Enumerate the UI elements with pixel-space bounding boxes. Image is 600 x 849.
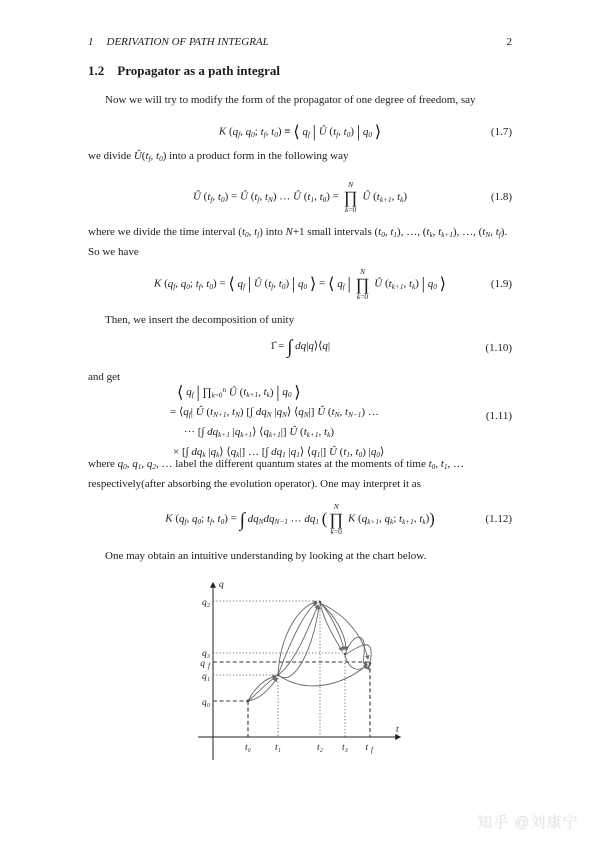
figure-label-t1: t₁ <box>275 743 281 753</box>
equation-1-8-math: Û ($t_f$, $t_0$) = Û ($t_f$, $t_N$) … Û ($t_1$, $t_0$) = N ∏ k=0 Û ($t_{k+1}$, $t_k$) <box>192 180 408 214</box>
paragraph-and-get: and get <box>88 371 121 383</box>
equation-1-11-line-3: ··· [∫ $dq_{k+1}$ $|q_{k+1}⟩$ $⟨q_{k+1}|$] Û ($t_{k+1}$, $t_k$) <box>184 426 334 440</box>
equation-1-11-number: (1.11) <box>485 410 512 422</box>
equation-1-12 <box>88 496 512 542</box>
figure-guide-lines-dashed <box>213 662 370 737</box>
figure-label-tf-sub: f <box>371 746 373 754</box>
paragraph-divide: we divide $Û(t_f$, $t_0$) into a product form in the following way <box>88 150 349 164</box>
paragraph-intervals-line-2: So we have <box>88 245 139 258</box>
figure-path-bundle <box>248 602 371 701</box>
figure-label-t3: t₃ <box>342 743 348 753</box>
equation-1-7-math: K ($q_f$, $q_0$; $t_f$, $t_0$) ≡ ⟨ $q_f$ | Û ($t_f$, $t_0$) | $q_0$ ⟩ <box>218 122 382 141</box>
paragraph-states-line-2: respectively(after absorbing the evolution operator). One may interpret it as <box>88 477 421 490</box>
running-head-title: DERIVATION OF PATH INTEGRAL <box>106 36 269 48</box>
figure-nodes <box>247 601 372 703</box>
equation-1-8 <box>88 174 512 220</box>
section-heading <box>88 63 512 79</box>
running-head-section-number: 1 <box>88 36 94 48</box>
figure-label-tf: t <box>365 743 368 753</box>
page-header <box>88 36 512 48</box>
equation-1-7-number: (1.7) <box>490 126 512 138</box>
page-number: 2 <box>506 36 512 48</box>
equation-1-12-math: K ($q_f$, $q_0$; $t_f$, $t_0$) = ∫ $dq_Ndq_{N-1}$ … $dq_1$ ( N ∏ k=0 K ($q_{k+1}$, $q_k$; $t_{k+1}$, $t_k$)) <box>165 502 435 536</box>
figure-label-t2: t₂ <box>317 743 323 753</box>
paragraph-states <box>88 456 512 492</box>
equation-1-11 <box>88 382 512 460</box>
path-integral-figure <box>195 577 410 769</box>
equation-1-7 <box>88 118 512 146</box>
figure-label-q1: q₁ <box>201 672 210 682</box>
equation-1-9-number: (1.9) <box>490 278 512 290</box>
paragraph-unity: Then, we insert the decomposition of unity <box>105 314 295 326</box>
equation-1-12-number: (1.12) <box>485 513 512 525</box>
paragraph-intervals <box>88 224 512 260</box>
paragraph-intervals-line-1: where we divide the time interval ($t_0$, $t_f$) into N+1 small intervals ($t_0$, $t_1$), …, ($t_k$, $t_{k+1}$), …, ($t_N$, $t_f$). <box>88 226 508 240</box>
equation-1-9 <box>88 260 512 308</box>
zhihu-watermark: 知乎 @刘康宁 <box>477 814 579 831</box>
figure-label-qf-sub: f <box>208 662 210 670</box>
equation-1-11-line-4: × [∫ $dq_k$ $|q_k⟩$ $⟨q_k|$] … [∫ $dq_1$ $|q_1⟩$ $⟨q_1|$] Û ($t_1$, $t_0$) $|q_0⟩$ <box>173 446 385 460</box>
figure-label-q3: q₃ <box>201 649 210 659</box>
paragraph-chart: One may obtain an intuitive understanding by looking at the chart below. <box>105 550 427 562</box>
paragraph-intro: Now we will try to modify the form of the propagator of one degree of freedom, say <box>105 94 476 106</box>
figure-label-q0: q₀ <box>201 698 210 708</box>
equation-1-11-line-2: = $⟨q_f|$ Û ($t_{N+1}$, $t_N$) [∫ $dq_N$ $|q_N⟩$ $⟨q_N|$] Û ($t_N$, $t_{N-1}$) … <box>170 406 379 420</box>
equation-1-11-line-1: ⟨ $q_f$ | $\prod_{k=0}^n$ Û ($t_{k+1}$, $t_k$) | $q_0$ ⟩ <box>177 382 301 402</box>
figure-axis-label-t: t <box>396 725 399 735</box>
paragraph-states-line-1: where $q_0$, $q_1$, $q_2$, … label the different quantum states at the moments of time $t_0$, $t_1$, … <box>88 458 464 472</box>
figure-label-t0: t₀ <box>245 743 251 753</box>
section-title: Propagator as a path integral <box>117 63 280 78</box>
equation-1-9-math: K ($q_f$, $q_0$; $t_f$, $t_0$) = ⟨ $q_f$ | Û ($t_f$, $t_0$) | $q_0$ ⟩ = ⟨ $q_f$ | N ∏ k=0 Û ($t_{k+1}$, $t_k$) | $q_0$ ⟩ <box>153 267 447 301</box>
equation-1-10-number: (1.10) <box>485 342 512 354</box>
figure-axis-label-q: q <box>219 580 224 590</box>
figure-label-q2: q₂ <box>201 598 210 608</box>
equation-1-10 <box>88 331 512 365</box>
equation-1-10-math: 1̂ = ∫ dq|q⟩⟨q| <box>269 337 331 358</box>
section-number: 1.2 <box>88 63 105 78</box>
running-head <box>88 36 269 48</box>
equation-1-8-number: (1.8) <box>490 191 512 203</box>
figure-label-qf: q <box>200 659 205 669</box>
